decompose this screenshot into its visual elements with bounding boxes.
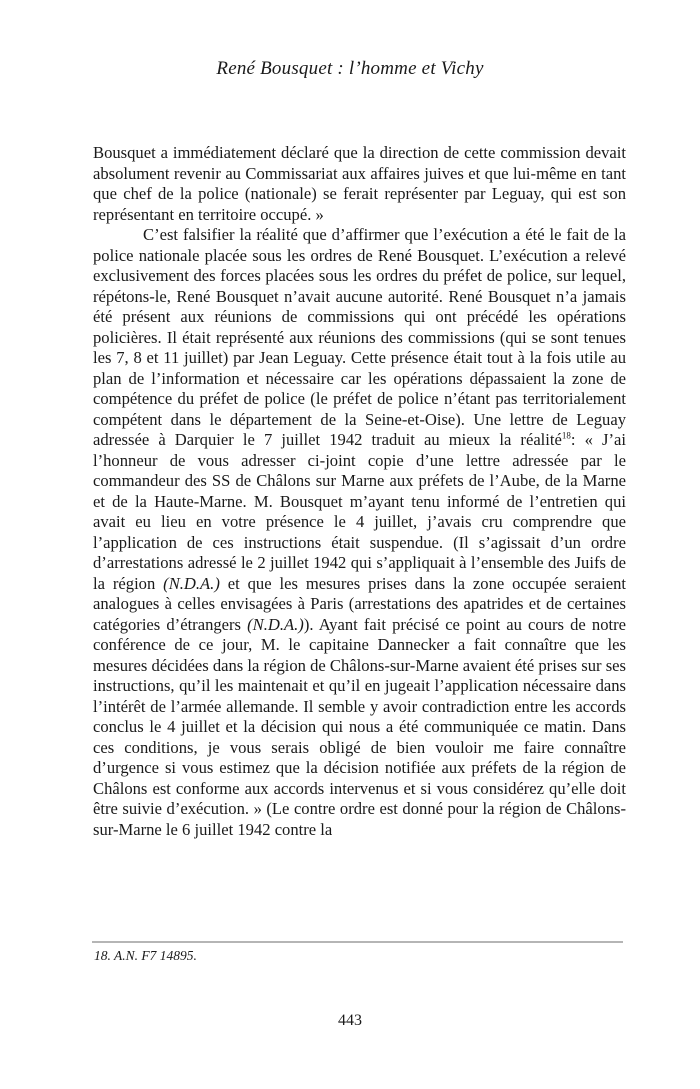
paragraph-text: ). Ayant fait précisé ce point au cours de notre conférence de ce jour, M. le capitaine Dannecker a fait connaître que les mesures décidées dans la région de Châlons-sur-Marne avaient été prises sur ses instructions, qu’il les maintenait et qu’il en jugeait l’application nécessaire dans l’intérêt de l’armée allemande. Il semble y avoir contradiction entre les accords conclus le 4 juillet et la décision qui nous a été communiquée ce matin. Dans ces conditions, je vous serais obligé de bien vouloir me faire connaître d’urgence si vous estimez que la décision notifiée aux préfets de la région de Châlons est conforme aux accords intervenus et si vous considérez qu’elle doit être suivie d’exécution. » (Le contre ordre est donné pour la région de Châlons-sur-Marne le 6 juillet 1942 contre la [93, 614, 626, 839]
author-note-abbrev: (N.D.A.) [247, 614, 304, 634]
running-head: René Bousquet : l’homme et Vichy [216, 58, 484, 79]
paragraph-2 [93, 225, 626, 840]
paragraph-text: Bousquet a immédiatement déclaré que la direction de cette commission devait absolument revenir au Commissariat aux affaires juives et que lui-même en tant que chef de la police (nationale) se ferait représenter par Leguay, qui est son représentant en territoire occupé. » [93, 143, 626, 224]
footnote: 18. A.N. F7 14895. [94, 948, 197, 963]
paragraph-text: C’est falsifier la réalité que d’affirmer que l’exécution a été le fait de la police nationale placée sous les ordres de René Bousquet. L’exécution a relevé exclusivement des forces placées sous les ordres du préfet de police, sur lequel, répétons-le, René Bousquet n’avait aucune autorité. René Bousquet n’a jamais été présent aux réunions de commissions qui ont précédé les opérations policières. Il était représenté aux réunions des commissions (qui se sont tenues les 7, 8 et 11 juillet) par Jean Leguay. Cette présence était tout à la fois utile au plan de l’information et nécessaire car les opérations dépassaient la zone de compétence du préfet de police (le préfet de police n’étant pas territorialement compétent dans le département de la Seine-et-Oise). Une lettre de Leguay adressée à Darquier le 7 juillet 1942 traduit au mieux la réalité [93, 225, 626, 449]
paragraph-text: et que les mesures prises dans la zone occupée seraient analogues à celles envisagées à Paris (arrestations des apatrides et de certaines catégories d’étrangers [93, 573, 626, 634]
paragraph-1 [93, 143, 626, 225]
footnote-separator [92, 941, 623, 943]
page-number: 443 [338, 1012, 362, 1029]
author-note-abbrev: (N.D.A.) [163, 573, 220, 593]
body-text [93, 143, 626, 840]
footnote-reference[interactable]: 18 [561, 430, 571, 441]
paragraph-text: : « J’ai l’honneur de vous adresser ci-joint copie d’une lettre adressée par le commandeur des SS de Châlons sur Marne aux préfets de l’Aube, de la Marne et de la Haute-Marne. M. Bousquet m’ayant tenu informé de l’entretien qui avait eu lieu en votre présence le 4 juillet, j’avais cru comprendre que l’application de ces instructions était suspendue. (Il s’agissait d’un ordre d’arrestations adressé le 2 juillet 1942 qui s’appliquait à l’ensemble des Juifs de la région [93, 430, 626, 593]
